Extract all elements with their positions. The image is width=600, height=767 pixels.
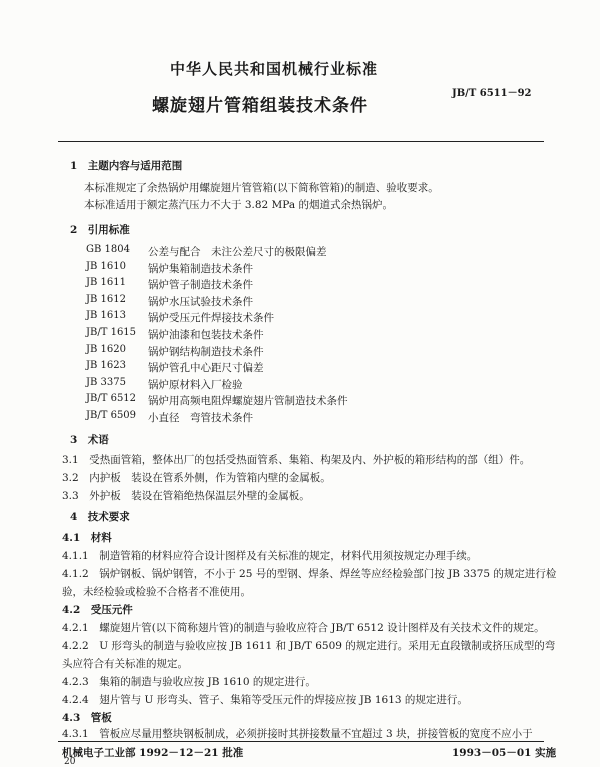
clause-paragraph: 4.3.1 管板应尽量用整块钢板制成，必须拼接时其拼接数量不宜超过 3 块，拼接管板的宽度不应小于 xyxy=(62,728,533,740)
clause-paragraph: 4.2.1 螺旋翅片管(以下简称翅片管)的制造与验收应符合 JB/T 6512 设计图样及有关技术文件的规定。 xyxy=(62,622,545,634)
footer-rule xyxy=(58,741,544,742)
term-definition: 3.2 内护板 装设在管系外侧，作为管箱内壁的金属板。 xyxy=(62,472,331,484)
implementation-date: 1993－05－01 实施 xyxy=(452,747,557,759)
reference-title: 锅炉用高频电阻焊螺旋翅片管制造技术条件 xyxy=(148,395,348,407)
section-1-paragraph: 本标准适用于额定蒸汽压力不大于 3.82 MPa 的烟道式余热锅炉。 xyxy=(84,199,393,211)
reference-title: 锅炉受压元件焊接技术条件 xyxy=(148,312,274,324)
reference-title: 小直径 弯管技术条件 xyxy=(148,412,253,424)
clause-paragraph: 4.2.3 集箱的制造与验收应按 JB 1610 的规定进行。 xyxy=(62,676,316,688)
reference-code: JB 1611 xyxy=(86,277,126,288)
reference-code: JB/T 6509 xyxy=(86,410,137,421)
section-4-heading: 4 技术要求 xyxy=(70,511,130,523)
section-1-paragraph: 本标准规定了余热锅炉用螺旋翅片管管箱(以下简称管箱)的制造、验收要求。 xyxy=(84,182,439,194)
reference-title: 锅炉水压试验技术条件 xyxy=(148,296,253,308)
issuing-authority: 中华人民共和国机械行业标准 xyxy=(170,60,379,78)
page-number: 20 xyxy=(64,757,76,767)
reference-code: JB 1610 xyxy=(86,261,126,272)
reference-title: 锅炉集箱制造技术条件 xyxy=(148,263,253,275)
section-1-heading: 1 主题内容与适用范围 xyxy=(70,160,183,172)
reference-code: GB 1804 xyxy=(86,244,130,255)
clause-paragraph: 4.2.4 翅片管与 U 形弯头、管子、集箱等受压元件的焊接应按 JB 1613 的规定进行。 xyxy=(62,694,468,706)
document-title: 螺旋翅片管箱组装技术条件 xyxy=(152,96,368,116)
clause-paragraph: 验，未经检验或检验不合格者不准使用。 xyxy=(62,586,251,598)
header-rule xyxy=(58,141,544,142)
term-definition: 3.3 外护板 装设在管箱绝热保温层外壁的金属板。 xyxy=(62,490,310,502)
standard-number: JB/T 6511－92 xyxy=(452,88,532,99)
reference-title: 锅炉管子制造技术条件 xyxy=(148,279,253,291)
reference-title: 锅炉原材料入厂检验 xyxy=(148,379,243,391)
section-2-heading: 2 引用标准 xyxy=(70,224,130,236)
clause-heading: 4.2 受压元件 xyxy=(62,604,133,616)
reference-title: 锅炉管孔中心距尺寸偏差 xyxy=(148,362,264,374)
reference-code: JB 3375 xyxy=(86,377,126,388)
clause-paragraph: 4.1.2 锅炉钢板、锅炉钢管，不小于 25 号的型钢、焊条、焊丝等应经检验部门按 JB 3375 的规定进行检 xyxy=(62,568,557,580)
clause-heading: 4.1 材料 xyxy=(62,532,112,544)
reference-code: JB 1613 xyxy=(86,310,126,321)
section-3-heading: 3 术语 xyxy=(70,434,109,446)
approval-date: 机械电子工业部 1992－12－21 批准 xyxy=(62,747,244,759)
reference-code: JB/T 6512 xyxy=(86,393,137,404)
clause-paragraph: 4.1.1 制造管箱的材料应符合设计图样及有关标准的规定，材料代用须按规定办理手续。 xyxy=(62,550,478,562)
term-definition: 3.1 受热面管箱，整体出厂的包括受热面管系、集箱、构架及内、外护板的箱形结构的部（组）件。 xyxy=(62,454,531,466)
reference-title: 锅炉油漆和包装技术条件 xyxy=(148,329,264,341)
reference-title: 公差与配合 未注公差尺寸的极限偏差 xyxy=(148,246,327,258)
reference-code: JB 1623 xyxy=(86,360,126,371)
reference-code: JB 1620 xyxy=(86,344,126,355)
reference-title: 锅炉钢结构制造技术条件 xyxy=(148,346,264,358)
reference-code: JB/T 1615 xyxy=(86,327,137,338)
reference-code: JB 1612 xyxy=(86,294,126,305)
clause-heading: 4.3 管板 xyxy=(62,712,112,724)
clause-paragraph: 头应符合有关标准的规定。 xyxy=(62,658,188,670)
clause-paragraph: 4.2.2 U 形弯头的制造与验收应按 JB 1611 和 JB/T 6509 的规定进行。采用无直段镦制或挤压成型的弯 xyxy=(62,640,556,652)
